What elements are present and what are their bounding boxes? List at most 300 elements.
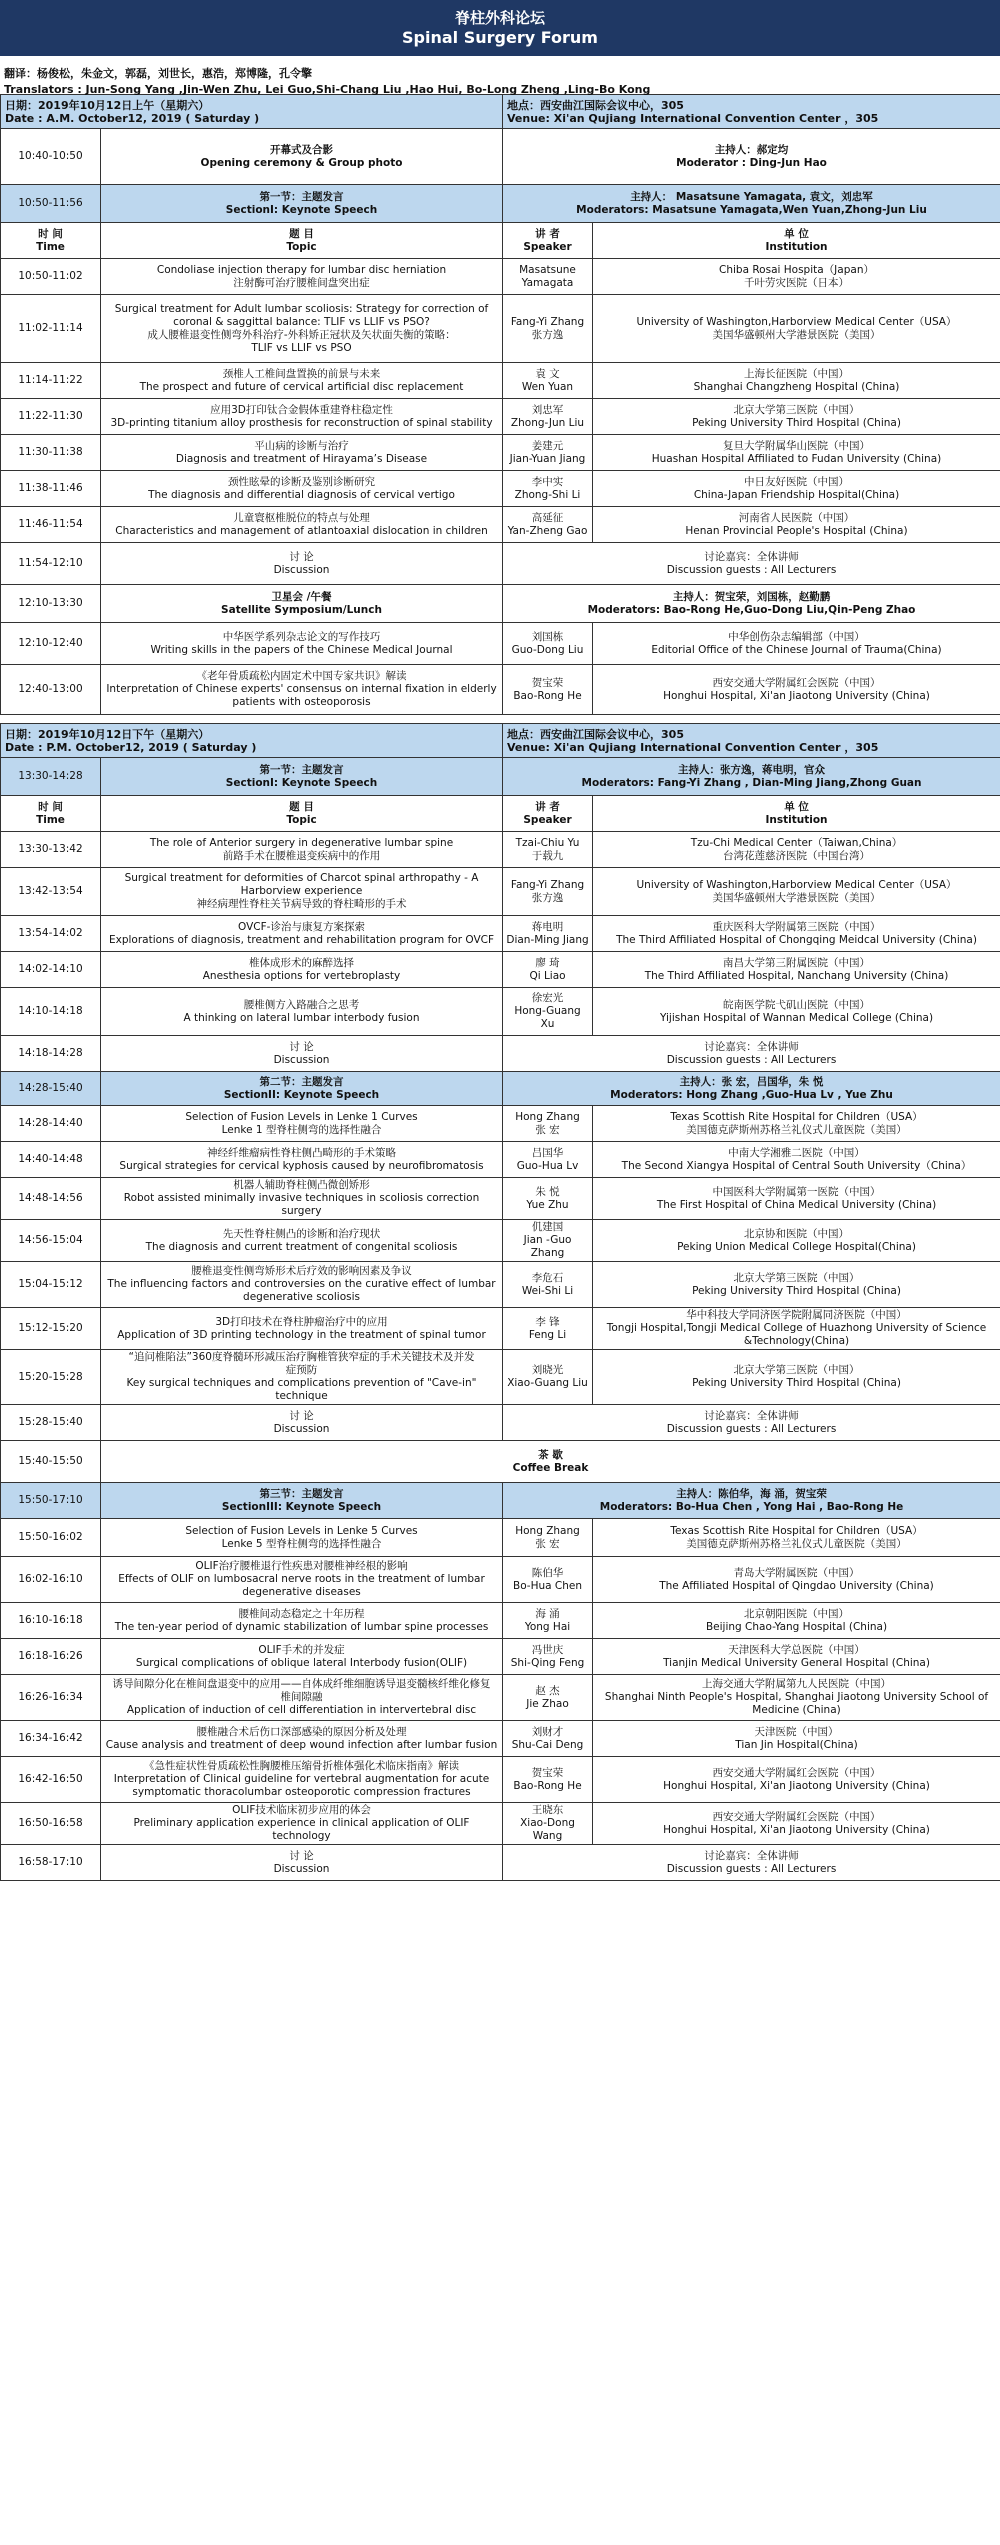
topic-line: Application of induction of cell differentiation in intervertebral disc [126, 1704, 477, 1716]
talk-speaker [503, 623, 593, 665]
speaker-line: 仉建国 [531, 1221, 564, 1233]
talk-speaker [503, 363, 593, 399]
institution-line: Shanghai Changzheng Hospital (China) [693, 380, 900, 393]
speaker-line: 张方逸 [531, 328, 564, 341]
talk-time: 14:28-14:40 [1, 1106, 101, 1142]
venue-zh: 地点：西安曲江国际会议中心，305 [507, 98, 684, 112]
talk-institution [593, 1803, 1000, 1845]
talk-row [1, 1675, 1000, 1721]
speaker-line: Xu [540, 1018, 555, 1030]
opening-en: Opening ceremony & Group photo [200, 156, 403, 169]
header-topic-zh: 题 目 [289, 227, 314, 240]
satellite-en: Satellite Symposium/Lunch [221, 603, 382, 616]
topic-line: 机器人辅助脊柱侧凸微创矫形 [233, 1179, 370, 1191]
talk-topic [101, 1721, 503, 1757]
talk-row [1, 952, 1000, 988]
talk-institution [593, 295, 1000, 363]
talk-row [1, 363, 1000, 399]
moderators-zh: 主持人： Masatsune Yamagata, 袁文，刘忠军 [630, 190, 873, 203]
talk-speaker [503, 916, 593, 952]
institution-line: The First Hospital of China Medical University (China) [656, 1198, 937, 1211]
topic-line: The diagnosis and current treatment of congenital scoliosis [145, 1240, 458, 1253]
institution-line: Tianjin Medical University General Hospital (China) [663, 1656, 930, 1669]
speaker-line: Yong Hai [524, 1620, 571, 1633]
topic-line: 椎体成形术的麻醉选择 [249, 956, 354, 969]
talk-speaker [503, 471, 593, 507]
talk-speaker [503, 1803, 593, 1845]
institution-line: Tzu-Chi Medical Center（Taiwan,China） [690, 836, 903, 849]
talk-topic [101, 952, 503, 988]
moderators-en: Moderators: Hong Zhang ,Guo-Hua Lv , Yue Zhu [610, 1088, 893, 1101]
topic-line: 腰椎融合术后伤口深部感染的原因分析及处理 [196, 1725, 407, 1738]
topic-line: 颈椎人工椎间盘置换的前景与未来 [222, 367, 381, 380]
talk-row [1, 295, 1000, 363]
talk-topic [101, 1519, 503, 1557]
header-topic-en: Topic [286, 240, 317, 253]
date-en: Date : A.M. October12, 2019 ( Saturday ) [5, 111, 260, 125]
discussion-guests [503, 1845, 1000, 1881]
institution-line: Tongji Hospital,Tongji Medical College of Huazhong University of Science [606, 1322, 987, 1334]
institution-line: 西安交通大学附属红会医院（中国） [712, 1766, 881, 1779]
header-institution [593, 223, 1000, 259]
topic-line: Key surgical techniques and complications prevention of "Cave-in" technique [126, 1377, 477, 1402]
talk-row [1, 1220, 1000, 1262]
talk-topic [101, 1757, 503, 1803]
speaker-line: Yan-Zheng Gao [507, 524, 588, 537]
topic-line: OLIF技术临床初步应用的体会 [232, 1804, 371, 1816]
talk-time: 14:48-14:56 [1, 1178, 101, 1220]
speaker-line: Hong Zhang [515, 1524, 580, 1537]
talk-institution [593, 1757, 1000, 1803]
topic-line: degenerative scoliosis [243, 1291, 360, 1303]
session-time: 14:28-15:40 [1, 1072, 101, 1106]
date-cell [1, 724, 503, 758]
institution-line: Medicine (China) [752, 1704, 841, 1716]
session-title-zh: 第一节：主题发言 [259, 190, 344, 203]
talk-row [1, 1308, 1000, 1350]
speaker-line: 朱 悦 [535, 1185, 560, 1198]
topic-line: 3D打印技术在脊柱肿瘤治疗中的应用 [215, 1315, 388, 1328]
talk-institution [593, 1350, 1000, 1405]
talk-speaker [503, 507, 593, 543]
speaker-line: 蒋电明 [531, 920, 564, 933]
institution-line: 重庆医科大学附属第三医院（中国） [712, 920, 881, 933]
topic-line: 前路手术在腰椎退变疾病中的作用 [222, 849, 381, 862]
session-time: 15:50-17:10 [1, 1483, 101, 1519]
talk-institution [593, 1721, 1000, 1757]
topic-line: 椎间隙融 [280, 1691, 323, 1703]
talk-time: 11:38-11:46 [1, 471, 101, 507]
institution-line: Yijishan Hospital of Wannan Medical College (China) [659, 1011, 934, 1024]
institution-line: 中南大学湘雅二医院（中国） [728, 1146, 865, 1159]
forum-title-zh: 脊柱外科论坛 [454, 9, 545, 27]
talk-topic [101, 399, 503, 435]
satellite-zh: 卫星会 /午餐 [271, 590, 332, 603]
speaker-line: 高延征 [531, 511, 564, 524]
institution-line: Beijing Chao-Yang Hospital (China) [705, 1620, 888, 1633]
guests-zh: 讨论嘉宾：全体讲师 [704, 1040, 799, 1053]
session-moderators [503, 185, 1000, 223]
talk-time: 12:40-13:00 [1, 665, 101, 715]
talk-time: 16:50-16:58 [1, 1803, 101, 1845]
institution-line: Honghui Hospital, Xi'an Jiaotong University (China) [663, 689, 930, 702]
institution-line: Editorial Office of the Chinese Journal of Trauma(China) [651, 643, 942, 656]
column-header-row [1, 223, 1000, 259]
speaker-line: Jian-Yuan Jiang [509, 452, 586, 465]
session-title-zh: 第一节：主题发言 [259, 763, 344, 776]
institution-line: 北京大学第三医院（中国） [733, 1271, 860, 1284]
topic-line: TLIF vs LLIF vs PSO [251, 341, 352, 354]
talk-speaker [503, 295, 593, 363]
topic-line: 3D-printing titanium alloy prosthesis for reconstruction of spinal stability [110, 416, 493, 429]
institution-line: 天津医院（中国） [754, 1725, 839, 1738]
speaker-line: 于载九 [531, 849, 564, 862]
talk-topic [101, 988, 503, 1036]
header-topic [101, 223, 503, 259]
talk-time: 16:18-16:26 [1, 1639, 101, 1675]
forum-title-en: Spinal Surgery Forum [402, 28, 598, 47]
talk-institution [593, 623, 1000, 665]
institution-line: 复旦大学附属华山医院（中国） [723, 439, 870, 452]
institution-line: 西安交通大学附属红会医院（中国） [712, 676, 881, 689]
guests-en: Discussion guests : All Lecturers [666, 563, 837, 576]
header-institution [593, 796, 1000, 832]
institution-line: 上海长征医院（中国） [744, 367, 849, 380]
talk-speaker [503, 1639, 593, 1675]
institution-line: 北京大学第三医院（中国） [733, 1364, 860, 1376]
talk-row [1, 1519, 1000, 1557]
talk-speaker [503, 988, 593, 1036]
topic-line: patients with osteoporosis [232, 696, 371, 708]
date-en: Date : P.M. October12, 2019 ( Saturday ) [5, 740, 257, 754]
coffee-title [101, 1441, 1000, 1483]
talk-speaker [503, 1675, 593, 1721]
translators-block [0, 56, 1000, 94]
talk-speaker [503, 399, 593, 435]
opening-row [1, 129, 1000, 185]
discussion-zh: 讨 论 [289, 1849, 314, 1862]
moderator-en: Moderator : Ding-Jun Hao [676, 156, 827, 169]
topic-line: 中华医学系列杂志论文的写作技巧 [222, 630, 381, 643]
speaker-line: 赵 杰 [535, 1684, 560, 1697]
talk-speaker [503, 435, 593, 471]
talk-time: 13:54-14:02 [1, 916, 101, 952]
speaker-line: Jie Zhao [526, 1697, 569, 1710]
institution-line: The Second Xiangya Hospital of Central South University（China） [621, 1159, 972, 1172]
moderators-en: Moderators: Fang-Yi Zhang , Dian-Ming Jiang,Zhong Guan [581, 776, 922, 789]
talk-row [1, 832, 1000, 868]
talk-row [1, 259, 1000, 295]
talk-time: 16:42-16:50 [1, 1757, 101, 1803]
header-time-en: Time [36, 240, 65, 253]
talk-row [1, 1757, 1000, 1803]
speaker-line: 刘国栋 [531, 630, 564, 643]
institution-line: Peking University Third Hospital (China) [692, 1284, 901, 1297]
topic-line: Selection of Fusion Levels in Lenke 5 Curves [185, 1524, 418, 1537]
speaker-line: Fang-Yi Zhang [510, 878, 585, 891]
topic-line: 神经病理性脊柱关节病导致的脊柱畸形的手术 [196, 898, 407, 910]
talk-institution [593, 507, 1000, 543]
topic-line: Explorations of diagnosis, treatment and rehabilitation program for OVCF [109, 933, 495, 946]
session-row [1, 1483, 1000, 1519]
speaker-line: Hong Zhang [515, 1110, 580, 1123]
talk-institution [593, 832, 1000, 868]
talk-speaker [503, 1721, 593, 1757]
institution-line: 南昌大学第三附属医院（中国） [723, 956, 871, 969]
talk-row [1, 1803, 1000, 1845]
header-time [1, 223, 101, 259]
discussion-title [101, 1036, 503, 1072]
guests-en: Discussion guests : All Lecturers [666, 1053, 837, 1066]
guests-en: Discussion guests : All Lecturers [666, 1862, 837, 1875]
talk-speaker [503, 952, 593, 988]
talk-institution [593, 988, 1000, 1036]
date-zh: 日期：2019年10月12日下午（星期六） [5, 727, 210, 741]
speaker-line: Guo-Dong Liu [511, 643, 584, 656]
institution-line: 河南省人民医院（中国） [738, 511, 855, 524]
topic-line: Selection of Fusion Levels in Lenke 1 Curves [185, 1110, 418, 1123]
topic-line: OLIF手术的并发症 [258, 1643, 345, 1656]
satellite-row [1, 585, 1000, 623]
talk-row [1, 1721, 1000, 1757]
topic-line: Diagnosis and treatment of Hirayama’s Disease [175, 452, 428, 465]
talk-row [1, 988, 1000, 1036]
topic-line: 成人腰椎退变性侧弯外科治疗-外科矫正冠状及矢状面失衡的策略： [147, 328, 456, 341]
translators-zh: 翻译：杨俊松，朱金文，郭磊，刘世长，惠浩，郑博隆，孔令擎 [4, 67, 312, 80]
coffee-time: 15:40-15:50 [1, 1441, 101, 1483]
talk-institution [593, 259, 1000, 295]
guests-zh: 讨论嘉宾：全体讲师 [704, 1849, 799, 1862]
date-cell [1, 95, 503, 129]
institution-line: The Third Affiliated Hospital, Nanchang University (China) [644, 969, 949, 982]
speaker-line: Bao-Rong He [513, 1779, 582, 1792]
talk-topic [101, 435, 503, 471]
speaker-line: Guo-Hua Lv [516, 1159, 579, 1172]
talk-speaker [503, 1262, 593, 1308]
session-row [1, 758, 1000, 796]
talk-time: 13:42-13:54 [1, 868, 101, 916]
opening-title [101, 129, 503, 185]
talk-institution [593, 1106, 1000, 1142]
topic-line: Lenke 1 型脊柱侧弯的选择性融合 [221, 1123, 382, 1136]
discussion-title [101, 543, 503, 585]
talk-institution [593, 435, 1000, 471]
topic-line: 《老年骨质疏松内固定术中国专家共识》解读 [196, 670, 407, 682]
speaker-line: 刘晓光 [531, 1364, 564, 1376]
forum-title-bar [0, 0, 1000, 56]
moderator-zh: 主持人：郝定均 [714, 143, 789, 156]
talk-speaker [503, 1603, 593, 1639]
institution-line: 北京协和医院（中国） [744, 1227, 850, 1240]
opening-zh: 开幕式及合影 [270, 143, 333, 156]
talk-speaker [503, 1519, 593, 1557]
talk-time: 11:30-11:38 [1, 435, 101, 471]
talk-speaker [503, 1557, 593, 1603]
topic-line: 腰椎侧方入路融合之思考 [243, 998, 360, 1011]
talk-speaker [503, 1350, 593, 1405]
topic-line: Interpretation of Chinese experts' consensus on internal fixation in elderly [106, 683, 497, 695]
header-inst-en: Institution [765, 813, 828, 826]
talk-institution [593, 916, 1000, 952]
venue-en: Venue: Xi'an Qujiang International Convention Center ，305 [507, 740, 879, 754]
institution-line: 上海交通大学附属第九人民医院（中国） [702, 1678, 892, 1690]
talk-topic [101, 623, 503, 665]
speaker-line: 王晓东 [531, 1804, 564, 1816]
topic-line: Anesthesia options for vertebroplasty [202, 969, 401, 982]
talk-time: 11:14-11:22 [1, 363, 101, 399]
talk-topic [101, 1178, 503, 1220]
header-speaker-zh: 讲 者 [535, 227, 560, 240]
talk-speaker [503, 1178, 593, 1220]
discussion-time: 15:28-15:40 [1, 1405, 101, 1441]
institution-line: 北京朝阳医院（中国） [744, 1607, 850, 1620]
talk-institution [593, 1142, 1000, 1178]
session-row [1, 1072, 1000, 1106]
institution-line: The Affiliated Hospital of Qingdao University (China) [659, 1579, 934, 1592]
topic-line: 神经纤维瘤病性脊柱侧凸畸形的手术策略 [207, 1146, 396, 1159]
topic-line: Cause analysis and treatment of deep wound infection after lumbar fusion [105, 1738, 498, 1751]
afternoon-schedule-table [0, 723, 1000, 1881]
moderators-zh: 主持人：贺宝荣，刘国栋，赵勤鹏 [672, 590, 831, 603]
speaker-line: Qi Liao [529, 969, 566, 982]
session-moderators [503, 758, 1000, 796]
institution-line: 台湾花莲慈济医院（中国台湾） [723, 849, 871, 862]
talk-topic [101, 1142, 503, 1178]
discussion-guests [503, 543, 1000, 585]
discussion-title [101, 1845, 503, 1881]
speaker-line: Bao-Rong He [513, 689, 582, 702]
column-header-row [1, 796, 1000, 832]
talk-speaker [503, 1220, 593, 1262]
talk-time: 16:34-16:42 [1, 1721, 101, 1757]
speaker-line: 李危石 [531, 1271, 564, 1284]
discussion-zh: 讨 论 [289, 1409, 314, 1422]
morning-schedule-table [0, 94, 1000, 715]
discussion-row [1, 1845, 1000, 1881]
institution-line: Peking Union Medical College Hospital(China) [677, 1240, 916, 1253]
speaker-line: Xiao-Guang Liu [507, 1377, 588, 1389]
topic-line: The prospect and future of cervical artificial disc replacement [139, 380, 464, 393]
talk-topic [101, 259, 503, 295]
talk-time: 11:22-11:30 [1, 399, 101, 435]
topic-line: A thinking on lateral lumbar interbody fusion [183, 1011, 420, 1024]
speaker-line: 陈伯华 [531, 1566, 564, 1579]
discussion-en: Discussion [273, 1053, 330, 1066]
topic-line: 先天性脊柱侧凸的诊断和治疗现状 [222, 1227, 381, 1240]
talk-time: 16:02-16:10 [1, 1557, 101, 1603]
talk-row [1, 623, 1000, 665]
speaker-line: 刘财才 [531, 1725, 564, 1738]
talk-time: 14:02-14:10 [1, 952, 101, 988]
talk-time: 15:50-16:02 [1, 1519, 101, 1557]
speaker-line: 廖 琦 [535, 956, 560, 969]
talk-row [1, 665, 1000, 715]
institution-line: Texas Scottish Rite Hospital for Children（USA） [670, 1110, 923, 1123]
venue-cell [503, 95, 1000, 129]
speaker-line: Jian -Guo Zhang [523, 1234, 572, 1259]
talk-row [1, 1106, 1000, 1142]
speaker-line: Shi-Qing Feng [510, 1656, 585, 1669]
topic-line: 平山病的诊断与治疗 [254, 439, 349, 452]
header-speaker [503, 223, 593, 259]
header-time-en: Time [36, 813, 65, 826]
talk-institution [593, 1519, 1000, 1557]
talk-time: 10:50-11:02 [1, 259, 101, 295]
speaker-line: 刘忠军 [531, 403, 564, 416]
talk-row [1, 471, 1000, 507]
moderators-zh: 主持人：张 宏，吕国华，朱 悦 [679, 1075, 824, 1088]
topic-line: Preliminary application experience in clinical application of OLIF technology [133, 1817, 470, 1842]
talk-row [1, 916, 1000, 952]
session-title [101, 1072, 503, 1106]
topic-line: “追问椎陷法”360度脊髓环形减压治疗胸椎管狭窄症的手术关键技术及并发 [128, 1351, 475, 1363]
topic-line: 儿童寰枢椎脱位的特点与处理 [233, 511, 370, 524]
talk-institution [593, 868, 1000, 916]
talk-time: 15:12-15:20 [1, 1308, 101, 1350]
institution-line: Tian Jin Hospital(China) [735, 1738, 858, 1751]
institution-line: 皖南医学院弋矶山医院（中国） [723, 998, 871, 1011]
talk-speaker [503, 1142, 593, 1178]
talk-institution [593, 952, 1000, 988]
session-time: 10:50-11:56 [1, 185, 101, 223]
speaker-line: Zhong-Jun Liu [510, 416, 585, 429]
talk-row [1, 507, 1000, 543]
date-zh: 日期：2019年10月12日上午（星期六） [5, 98, 210, 112]
moderators-en: Moderators: Bao-Rong He,Guo-Dong Liu,Qin-Peng Zhao [587, 603, 916, 616]
talk-institution [593, 1220, 1000, 1262]
coffee-en: Coffee Break [512, 1461, 589, 1474]
topic-line: Effects of OLIF on lumbosacral nerve roots in the treatment of lumbar [118, 1573, 485, 1585]
talk-topic [101, 1106, 503, 1142]
talk-speaker [503, 259, 593, 295]
talk-topic [101, 507, 503, 543]
talk-topic [101, 1557, 503, 1603]
talk-speaker [503, 1308, 593, 1350]
talk-row [1, 1142, 1000, 1178]
institution-line: 美国华盛顿州大学港景医院（美国） [712, 328, 881, 341]
institution-line: 华中科技大学同济医学院附属同济医院（中国） [686, 1309, 907, 1321]
talk-time: 13:30-13:42 [1, 832, 101, 868]
speaker-line: 张方逸 [531, 891, 564, 904]
talk-time: 15:04-15:12 [1, 1262, 101, 1308]
talk-time: 15:20-15:28 [1, 1350, 101, 1405]
session-title-zh: 第三节：主题发言 [259, 1487, 344, 1500]
topic-line: Interpretation of Clinical guideline for vertebral augmentation for acute [113, 1773, 490, 1785]
venue-cell [503, 724, 1000, 758]
session-title-en: SectionI: Keynote Speech [225, 776, 378, 789]
discussion-row [1, 1036, 1000, 1072]
talk-time: 14:10-14:18 [1, 988, 101, 1036]
session-moderators [503, 1483, 1000, 1519]
institution-line: 美国华盛顿州大学港景医院（美国） [712, 891, 881, 904]
talk-topic [101, 1350, 503, 1405]
topic-line: The diagnosis and differential diagnosis of cervical vertigo [148, 488, 455, 501]
topic-line: Surgical complications of oblique lateral Interbody fusion(OLIF) [135, 1656, 468, 1669]
guests-zh: 讨论嘉宾：全体讲师 [704, 1409, 799, 1422]
institution-line: China-Japan Friendship Hospital(China) [693, 488, 900, 501]
speaker-line: Shu-Cai Deng [511, 1738, 584, 1751]
topic-line: Surgical treatment for deformities of Charcot spinal arthropathy - A [124, 872, 479, 884]
speaker-line: 贺宝荣 [531, 676, 564, 689]
header-topic [101, 796, 503, 832]
institution-line: Honghui Hospital, Xi'an Jiaotong University (China) [663, 1823, 930, 1836]
coffee-break-row [1, 1441, 1000, 1483]
institution-line: 千叶劳灾医院（日本） [744, 276, 849, 289]
institution-line: 西安交通大学附属红会医院（中国） [712, 1810, 881, 1823]
topic-line: coronal & saggittal balance: TLIF vs LLIF vs PSO? [173, 315, 430, 328]
talk-institution [593, 1262, 1000, 1308]
speaker-line: 姜建元 [531, 439, 564, 452]
